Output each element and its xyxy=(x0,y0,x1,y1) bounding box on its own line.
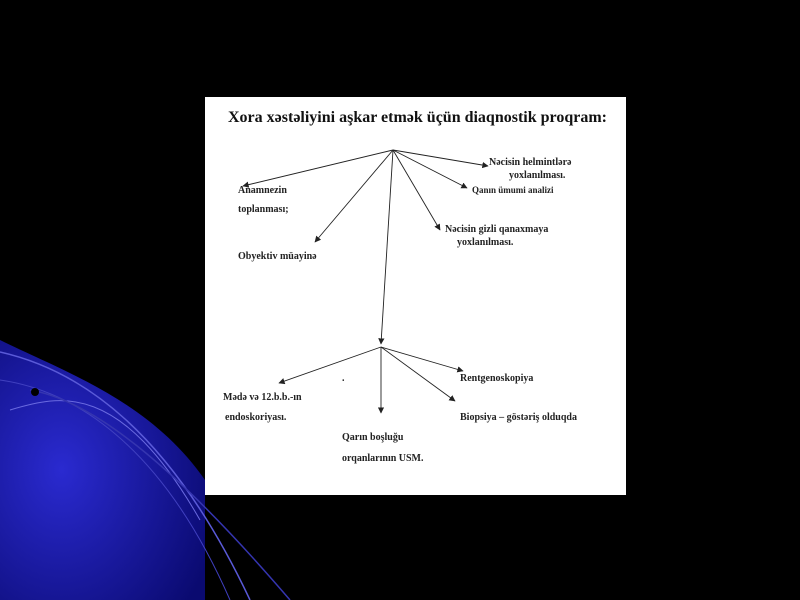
label-endoscopy-line1: Mədə və 12.b.b.-ın xyxy=(223,392,302,403)
label-anamnesis-line1: Anamnezin xyxy=(238,185,287,196)
label-occult-blood-line1: Nəcisin gizli qanaxmaya xyxy=(445,224,549,235)
diagram-slide xyxy=(205,97,626,495)
label-helminth-line1: Nəcisin helmintlərə xyxy=(489,157,572,168)
label-objective-exam: Obyektiv müayinə xyxy=(238,251,317,262)
label-roentgen: Rentgenoskopiya xyxy=(460,373,534,384)
swoosh-dot xyxy=(114,383,122,391)
arrow-to-roentgen xyxy=(381,347,463,371)
label-occult-blood-line2: yoxlanılması. xyxy=(457,237,514,248)
swoosh-dot xyxy=(31,388,39,396)
arrow-to-endoscopy xyxy=(279,347,381,383)
label-endoscopy-line2: endoskoriyası. xyxy=(225,412,287,423)
arrow-to-second-node xyxy=(381,150,393,344)
blue-swoosh xyxy=(0,340,205,600)
label-dot: . xyxy=(342,373,345,384)
label-ultrasound-line1: Qarın boşluğu xyxy=(342,432,404,443)
arrow-to-objective-exam xyxy=(315,150,393,242)
label-blood-test: Qanın ümumi analizi xyxy=(472,185,554,195)
arrow-to-biopsy xyxy=(381,347,455,401)
arrow-to-anamnesis xyxy=(243,150,393,186)
arrow-to-helminth xyxy=(393,150,488,166)
label-anamnesis-line2: toplanması; xyxy=(238,204,289,215)
label-helminth-line2: yoxlanılması. xyxy=(509,170,566,181)
label-biopsy: Biopsiya – göstəriş olduqda xyxy=(460,412,577,423)
diagram-title: Xora xəstəliyini aşkar etmək üçün diaqnostik proqram: xyxy=(228,109,607,126)
label-ultrasound-line2: orqanlarının USM. xyxy=(342,453,424,464)
